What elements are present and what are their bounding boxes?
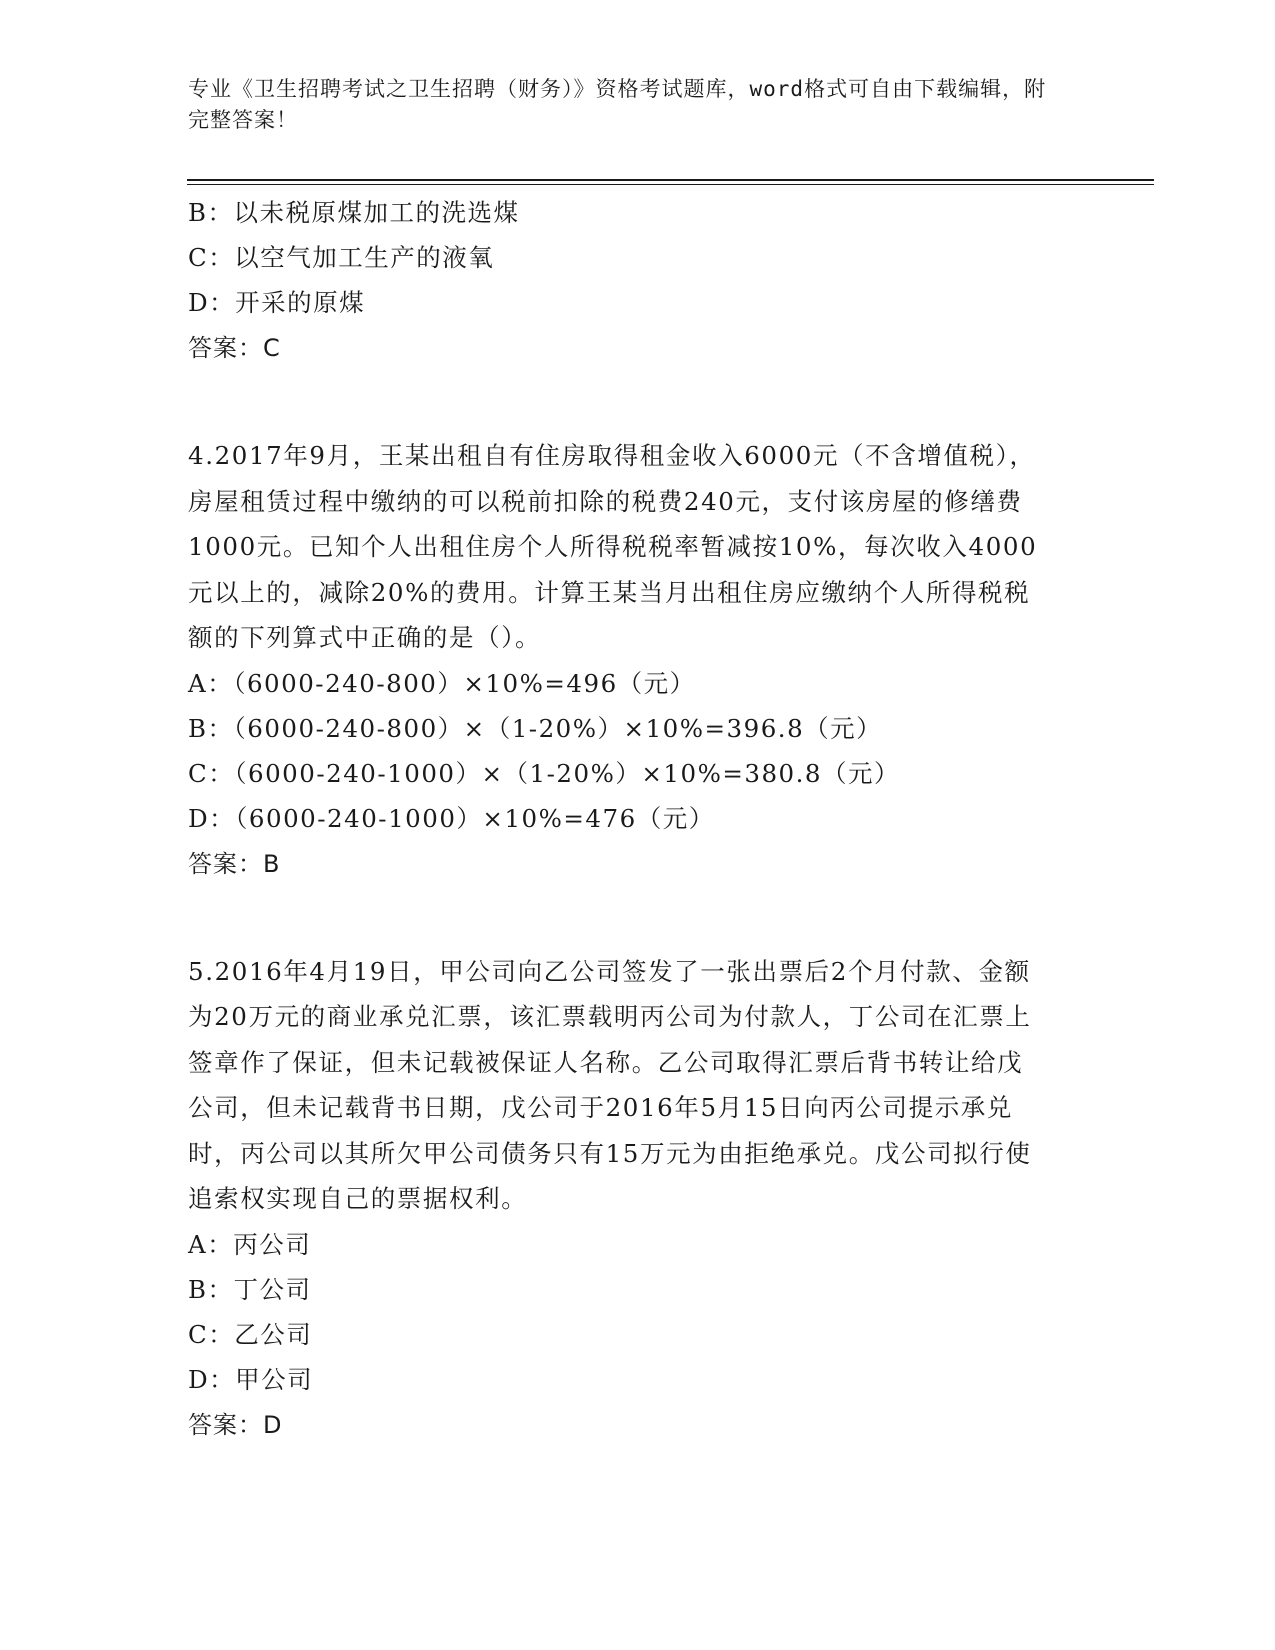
question-content: [188, 190, 1088, 1447]
option-a: A：丙公司: [188, 1229, 312, 1259]
answer-line: 答案：C: [188, 334, 281, 362]
option-d: D：开采的原煤: [188, 288, 366, 317]
question-stem: 5.2016年4月19日，甲公司向乙公司签发了一张出票后2个月付款、金额为20万元的商业承兑汇票，该汇票载明丙公司为付款人，丁公司在汇票上签章作了保证，但未记载被保证人名称。乙公司取得汇票后背书转让给戊公司，但未记载背书日期，戊公司于2016年5月15日向丙公司提示承兑时，丙公司以其所欠甲公司债务只有15万元为由拒绝承兑。戊公司拟行使追索权实现自己的票据权利。: [188, 956, 1032, 1213]
option-c: C：乙公司: [188, 1319, 313, 1349]
header-divider-thick: [187, 179, 1154, 181]
header-title: 专业《卫生招聘考试之卫生招聘（财务）》资格考试题库，word格式可自由下载编辑，附完整答案！: [188, 77, 1047, 132]
answer-line: 答案：B: [188, 849, 281, 878]
page-header: [188, 74, 1068, 136]
question-4: [188, 433, 1088, 886]
option-c: C：（6000-240-1000）×（1-20%）×10%=380.8（元）: [188, 758, 901, 788]
option-b: B：（6000-240-800）×（1-20%）×10%=396.8（元）: [188, 713, 883, 743]
spacer: [188, 370, 1088, 415]
option-b: B：丁公司: [188, 1274, 312, 1304]
header-divider-thin: [187, 184, 1154, 185]
option-d: D：甲公司: [188, 1364, 314, 1394]
option-d: D：（6000-240-1000）×10%=476（元）: [188, 803, 715, 833]
answer-line: 答案：D: [188, 1410, 283, 1439]
spacer: [188, 886, 1088, 931]
option-c: C：以空气加工生产的液氧: [188, 243, 495, 272]
question-stem: 4.2017年9月，王某出租自有住房取得租金收入6000元（不含增值税），房屋租赁过程中缴纳的可以税前扣除的税费240元，支付该房屋的修缮费1000元。已知个人出租住房个人所得税税率暂减按10%，每次收入4000元以上的，减除20%的费用。计算王某当月出租住房应缴纳个人所得税税额的下列算式中正确的是（）。: [188, 441, 1038, 652]
option-b: B：以未税原煤加工的洗选煤: [188, 198, 520, 227]
question-3-tail: [188, 190, 1088, 370]
question-5: [188, 949, 1088, 1447]
option-a: A：（6000-240-800）×10%=496（元）: [188, 668, 696, 698]
